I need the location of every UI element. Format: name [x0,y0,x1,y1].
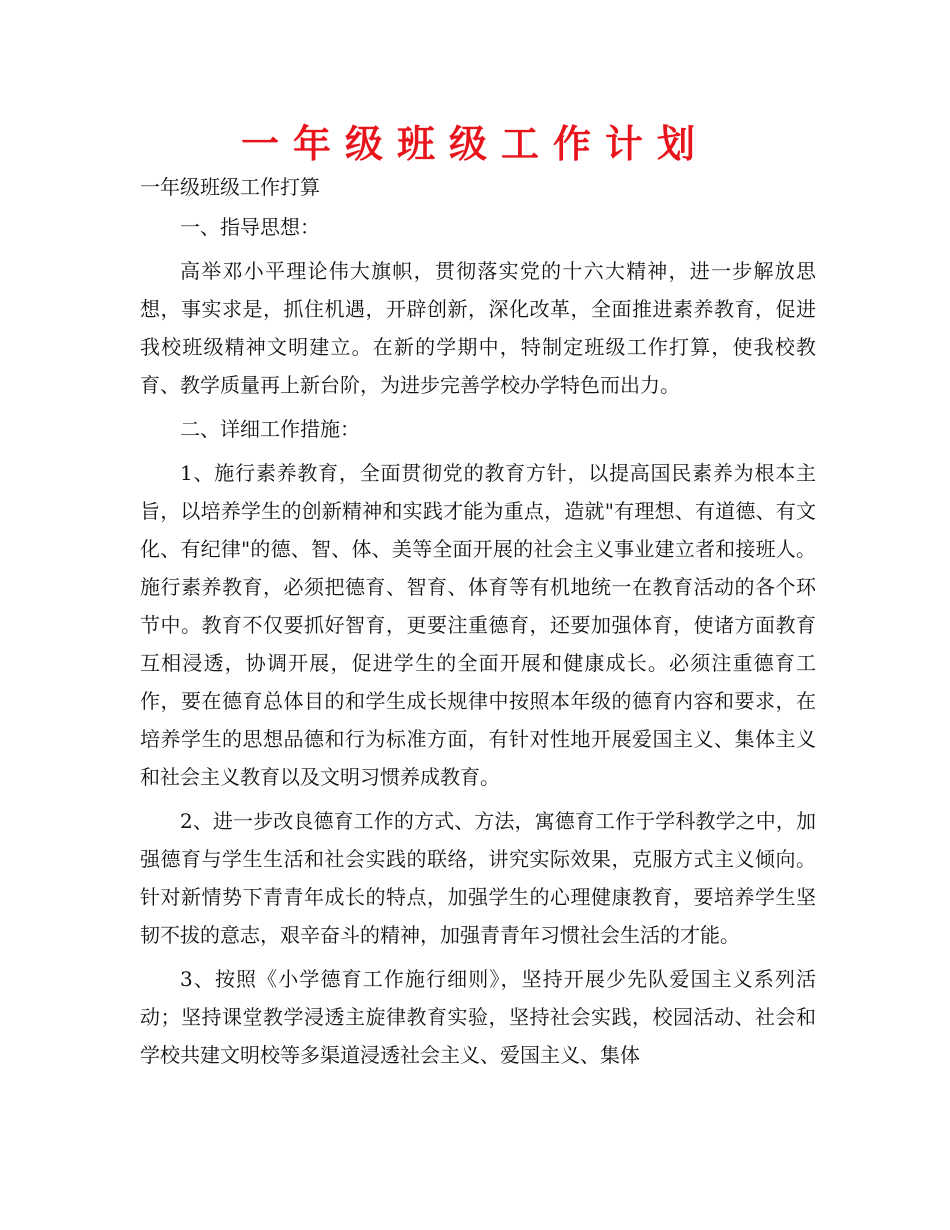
document-subtitle: 一年级班级工作打算 [140,175,320,199]
paragraph-measure-3: 3、按照《小学德育工作施行细则》，坚持开展少先队爱国主义系列活动；坚持课堂教学浸透主旋律教育实验，坚持社会实践，校园活动、社会和学校共建文明校等多渠道浸透社会主义、爱国主义、集体 [140,967,816,1067]
document-body [140,168,816,1080]
section-heading-guiding-ideology: 一、指导思想： [180,215,320,239]
paragraph-guiding-ideology: 高举邓小平理论伟大旗帜，贯彻落实党的十六大精神，进一步解放思想，事实求是，抓住机遇，开辟创新，深化改革，全面推进素养教育，促进我校班级精神文明建立。在新的学期中，特制定班级工作打算，使我校教育、教学质量再上新台阶，为进步完善学校办学特色而出力。 [140,259,816,397]
section-heading-work-measures: 二、详细工作措施： [180,417,360,441]
paragraph-measure-1: 1、施行素养教育，全面贯彻党的教育方针，以提高国民素养为根本主旨，以培养学生的创新精神和实践才能为重点，造就"有理想、有道德、有文化、有纪律"的德、智、体、美等全面开展的社会主义事业建立者和接班人。施行素养教育，必须把德育、智育、体育等有机地统一在教育活动的各个环节中。教育不仅要抓好智育，更要注重德育，还要加强体育，使诸方面教育互相浸透，协调开展，促进学生的全面开展和健康成长。必须注重德育工作，要在德育总体目的和学生成长规律中按照本年级的德育内容和要求，在培养学生的思想品德和行为标准方面，有针对性地开展爱国主义、集体主义和社会主义教育以及文明习惯养成教育。 [140,461,816,789]
document-title: 一年级班级工作计划 [240,122,709,166]
paragraph-measure-2: 2、进一步改良德育工作的方式、方法，寓德育工作于学科教学之中，加强德育与学生生活和社会实践的联络，讲究实际效果，克服方式主义倾向。针对新情势下青青年成长的特点，加强学生的心理健康教育，要培养学生坚韧不拔的意志，艰辛奋斗的精神，加强青青年习惯社会生活的才能。 [140,809,816,947]
